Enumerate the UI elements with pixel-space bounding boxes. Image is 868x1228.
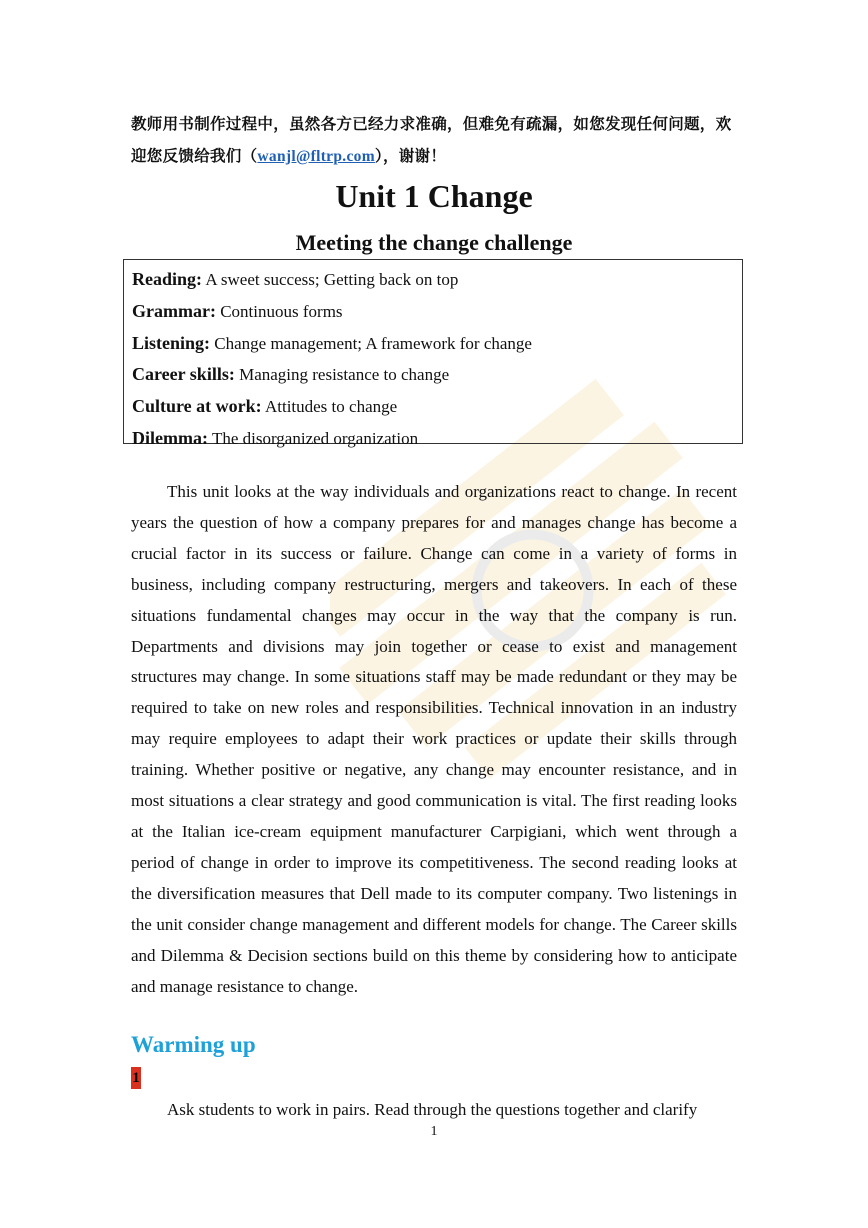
- notice-text: 教师用书制作过程中，虽然各方已经力求准确，但难免有疏漏，如您发现任何问题，欢迎您反馈给我们（: [131, 115, 732, 165]
- overview-row-listening: [132, 328, 734, 360]
- overview-value: The disorganized organization: [211, 428, 419, 448]
- overview-row-career-skills: [132, 359, 734, 391]
- intro-paragraph: This unit looks at the way individuals and organizations react to change. In recent years the question of how a company prepares for and manages change has become a crucial factor in its success or failure. Change can come in a variety of forms in business, including company restructuring, mergers and takeovers. In each of these situations fundamental changes may occur in the way that the company is run. Departments and divisions may join together or cease to exist and management structures may change. In some situations staff may be made redundant or they may be required to take on new roles and responsibilities. Technical innovation in an industry may require employees to adapt their work practices or update their skills through training. Whether positive or negative, any change may encounter resistance, and in most situations a clear strategy and good communication is vital. The first reading looks at the Italian ice-cream equipment manufacturer Carpigiani, which went through a period of change in order to improve its competitiveness. The second reading looks at the diversification measures that Dell made to its computer company. Two listenings in the unit consider change management and different models for change. The Career skills and Dilemma & Decision sections build on this theme by considering how to anticipate and manage resistance to change.: [131, 482, 737, 996]
- overview-row-reading: [132, 264, 734, 296]
- overview-row-dilemma: [132, 423, 734, 455]
- unit-overview-box: [123, 259, 743, 448]
- overview-value: A sweet success; Getting back on top: [205, 270, 459, 289]
- task-instruction: Ask students to work in pairs. Read through the questions together and clarify: [167, 1100, 698, 1119]
- overview-value: Continuous forms: [220, 301, 343, 321]
- overview-value: Change management; A framework for change: [214, 333, 532, 353]
- feedback-notice: [131, 108, 737, 173]
- task-number-badge: 1: [131, 1067, 141, 1089]
- feedback-email-link[interactable]: wanjl@fltrp.com: [257, 148, 375, 165]
- overview-key: Career skills:: [132, 364, 235, 385]
- notice-text-end: ），谢谢！: [374, 147, 447, 165]
- overview-value: Managing resistance to change: [239, 365, 450, 385]
- overview-value: Attitudes to change: [264, 397, 398, 417]
- overview-key: Reading:: [132, 269, 203, 289]
- overview-row-grammar: [132, 296, 734, 328]
- page-number: 1: [430, 1124, 438, 1139]
- overview-key: Culture at work:: [132, 396, 262, 417]
- overview-key: Listening:: [132, 332, 211, 353]
- unit-subtitle: Meeting the change challenge: [295, 230, 573, 255]
- unit-title: Unit 1 Change: [335, 178, 533, 214]
- overview-key: Grammar:: [132, 300, 216, 321]
- overview-key: Dilemma:: [132, 427, 208, 448]
- overview-row-culture: [132, 391, 734, 423]
- section-heading-warming-up: Warming up: [131, 1032, 256, 1057]
